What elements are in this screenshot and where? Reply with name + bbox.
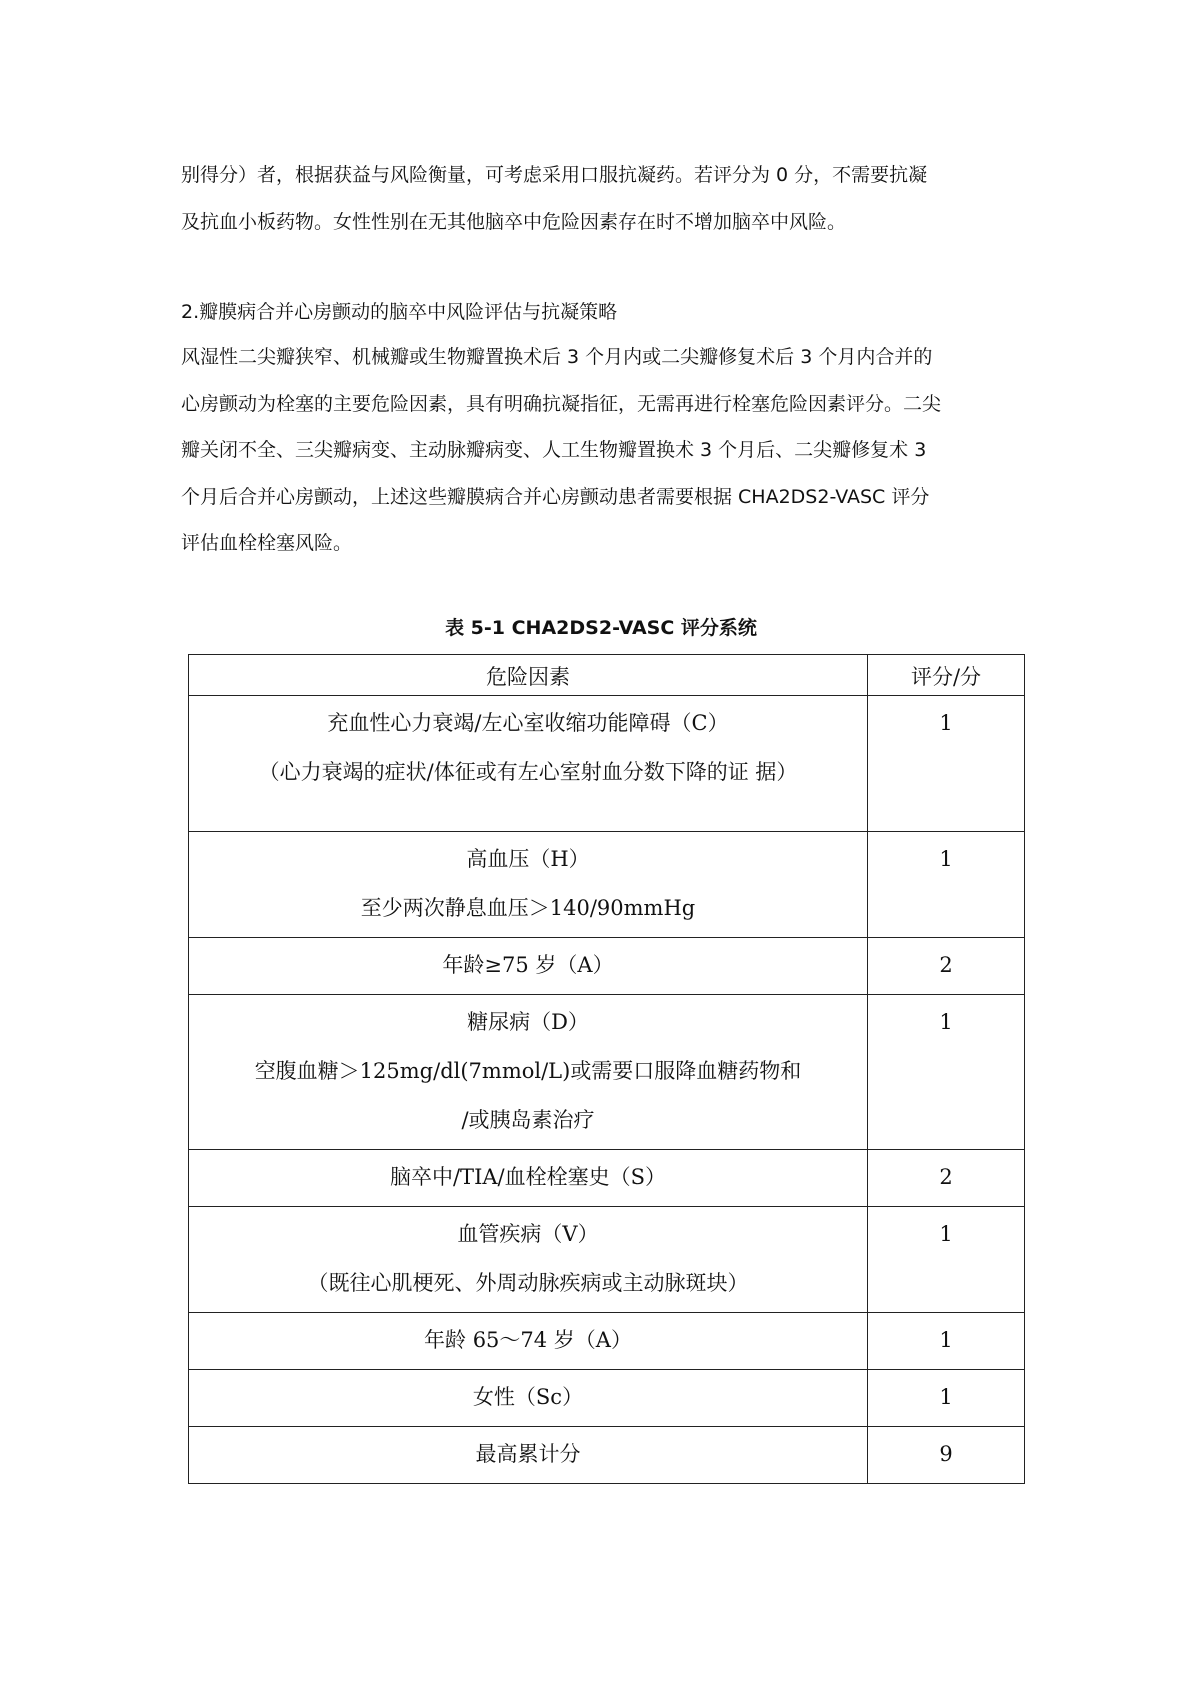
score-value: 2	[939, 1165, 953, 1189]
risk-factor-text: 充血性心力衰竭/左心室收缩功能障碍（C）	[327, 711, 729, 735]
table-row	[189, 1207, 1025, 1313]
score-value: 2	[939, 953, 953, 977]
score-value: 1	[939, 1222, 953, 1246]
risk-factor-text: 至少两次静息血压＞140/90mmHg	[360, 896, 696, 920]
paragraph-line: 评估血栓栓塞风险。	[181, 532, 353, 554]
paragraph-line: 瓣关闭不全、三尖瓣病变、主动脉瓣病变、人工生物瓣置换术 3 个月后、二尖瓣修复术 3	[181, 439, 927, 461]
paragraph-line: 风湿性二尖瓣狭窄、机械瓣或生物瓣置换术后 3 个月内或二尖瓣修复术后 3 个月内合并的	[181, 346, 933, 368]
risk-factor-text: （既往心肌梗死、外周动脉疾病或主动脉斑块）	[307, 1271, 749, 1295]
risk-factor-cell	[189, 1207, 868, 1313]
table-body	[189, 696, 1025, 1484]
table-row	[189, 696, 1025, 832]
risk-factor-text: 糖尿病（D）	[467, 1010, 589, 1034]
risk-factor-text: 女性（Sc）	[472, 1385, 584, 1409]
score-value: 1	[939, 1010, 953, 1034]
score-value: 1	[939, 1328, 953, 1352]
paragraph-2	[181, 334, 1021, 567]
table-row	[189, 995, 1025, 1150]
paragraph-1	[181, 152, 1021, 245]
paragraph-line: 心房颤动为栓塞的主要危险因素，具有明确抗凝指征，无需再进行栓塞危险因素评分。二尖	[181, 392, 942, 415]
score-value: 9	[939, 1442, 953, 1466]
risk-factor-cell	[189, 832, 868, 938]
table-row	[189, 832, 1025, 938]
table-row	[189, 1150, 1025, 1207]
table-caption: 表 5-1 CHA2DS2-VASC 评分系统	[445, 617, 757, 639]
score-cell	[868, 1370, 1025, 1427]
score-cell	[868, 938, 1025, 995]
risk-factor-text: 血管疾病（V）	[457, 1222, 599, 1246]
score-cell	[868, 1427, 1025, 1484]
risk-factor-text: 脑卒中/TIA/血栓栓塞史（S）	[389, 1165, 666, 1189]
table-row	[189, 1313, 1025, 1370]
risk-factor-cell	[189, 1150, 868, 1207]
risk-factor-text: 年龄≥75 岁（A）	[442, 953, 614, 977]
risk-factor-cell	[189, 696, 868, 832]
score-value: 1	[939, 847, 953, 871]
risk-factor-text: 高血压（H）	[466, 847, 590, 871]
header-score: 评分/分	[868, 655, 1025, 696]
cha2ds2-vasc-table	[188, 654, 1025, 1484]
paragraph-line: 个月后合并心房颤动，上述这些瓣膜病合并心房颤动患者需要根据 CHA2DS2-VASC 评分	[181, 485, 930, 508]
paragraph-line: 及抗血小板药物。女性性别在无其他脑卒中危险因素存在时不增加脑卒中风险。	[181, 210, 847, 233]
risk-factor-cell	[189, 1370, 868, 1427]
score-cell	[868, 696, 1025, 832]
risk-factor-cell	[189, 1313, 868, 1370]
score-cell	[868, 1313, 1025, 1370]
score-cell	[868, 995, 1025, 1150]
score-cell	[868, 832, 1025, 938]
table-header-row	[189, 655, 1025, 696]
paragraph-line: 别得分）者，根据获益与风险衡量，可考虑采用口服抗凝药。若评分为 0 分，不需要抗凝	[181, 164, 928, 186]
score-cell	[868, 1207, 1025, 1313]
header-risk-factor: 危险因素	[189, 655, 868, 696]
section-heading: 2.瓣膜病合并心房颤动的脑卒中风险评估与抗凝策略	[181, 301, 618, 323]
score-cell	[868, 1150, 1025, 1207]
risk-factor-cell	[189, 1427, 868, 1484]
risk-factor-text: 空腹血糖＞125mg/dl(7mmol/L)或需要口服降血糖药物和	[254, 1059, 802, 1083]
score-value: 1	[939, 1385, 953, 1409]
table-row	[189, 1427, 1025, 1484]
risk-factor-text: （心力衰竭的症状/体征或有左心室射血分数下降的证 据）	[258, 760, 798, 784]
risk-factor-text: 最高累计分	[475, 1442, 581, 1466]
table-row	[189, 938, 1025, 995]
risk-factor-text: /或胰岛素治疗	[461, 1108, 595, 1132]
score-value: 1	[939, 711, 953, 735]
table-row	[189, 1370, 1025, 1427]
risk-factor-cell	[189, 995, 868, 1150]
risk-factor-cell	[189, 938, 868, 995]
risk-factor-text: 年龄 65～74 岁（A）	[424, 1328, 632, 1352]
